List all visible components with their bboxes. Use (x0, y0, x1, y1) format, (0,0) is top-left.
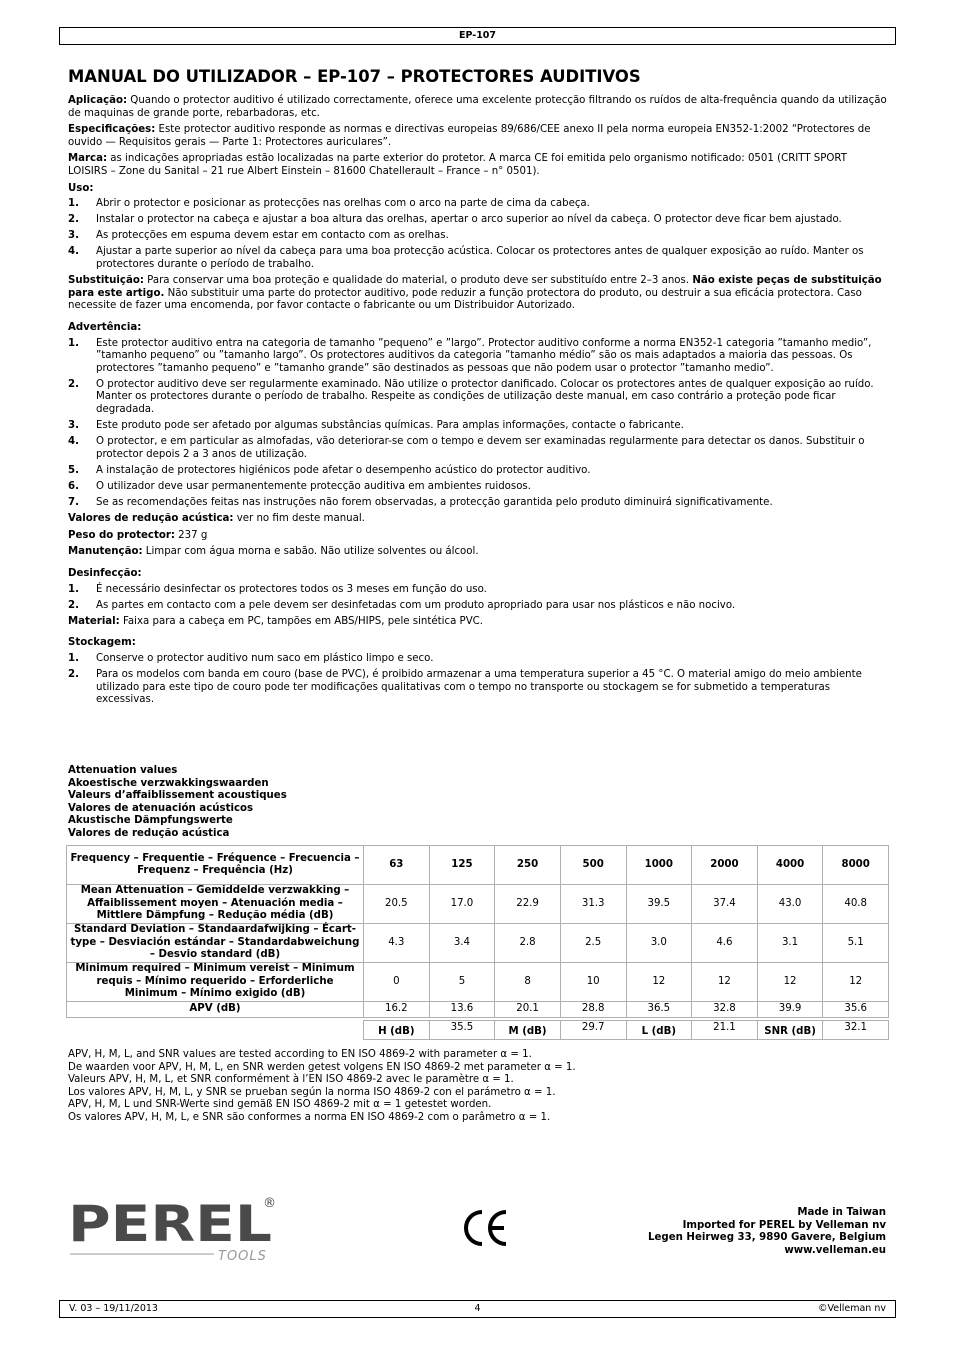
manual-content (68, 66, 888, 710)
item-number: 3. (68, 230, 79, 242)
manutencao-label: Manutenção: (68, 546, 143, 558)
item-text: A instalação de protectores higiénicos pode afetar o desempenho acústico do protector auditivo. (96, 464, 591, 476)
value-cell: 10 (560, 963, 626, 1002)
summary-label: H (dB) (364, 1021, 430, 1040)
note-line: Os valores APV, H, M, L, e SNR são conformes a norma EN ISO 4869-2 com o parâmetro α = 1. (68, 1111, 551, 1123)
item-text: Conserve o protector auditivo num saco em plástico limpo e seco. (96, 652, 434, 664)
perel-logo-graphic (68, 1193, 280, 1265)
logo-tools: TOOLS (218, 1249, 267, 1264)
value-cell: 20.1 (495, 1002, 561, 1018)
valores-label: Valores de redução acústica: (68, 513, 234, 525)
list-item (68, 198, 888, 211)
stockagem-heading: Stockagem: (68, 637, 136, 649)
value-cell: 39.9 (757, 1002, 823, 1018)
value-cell: 13.6 (429, 1002, 495, 1018)
test-notes (68, 1049, 576, 1125)
header-model: EP-107 (59, 27, 896, 45)
uso-heading: Uso: (68, 182, 94, 194)
value-cell: 35.6 (823, 1002, 889, 1018)
item-text: Se as recomendações feitas nas instruções não forem observadas, a protecção garantida pelo produto diminuirá significativamente. (96, 497, 773, 509)
note-line: De waarden voor APV, H, M, L, en SNR werden getest volgens EN ISO 4869-2 met parameter α = 1. (68, 1061, 576, 1073)
footer-page-number: 4 (474, 1303, 481, 1314)
peso-label: Peso do protector: (68, 529, 175, 541)
attenuation-title: Valeurs d’affaiblissement acoustiques (68, 790, 287, 802)
table-row (364, 1021, 889, 1040)
material-label: Material: (68, 615, 120, 627)
item-text: Este protector auditivo entra na categoria de tamanho ”pequeno” e ”largo”. Protector auditivo conforme a norma EN352-1 categoria ”tamanho medio”, ”tamanho pequeno” ou ”tamanho largo”. Os protectores auditivos da categoria ”tamanho médio” são os mais adaptados a maioria das pessoas. Os protectores ”tamanho pequeno” e ”tamanho grande” são destinados as pessoas que não podem usar o protector ”tamanho medio”. (96, 337, 872, 374)
list-item (68, 420, 888, 433)
valores-paragraph (68, 513, 888, 526)
list-item (68, 338, 888, 376)
ce-mark-icon (462, 1208, 510, 1248)
value-cell: 3.1 (757, 924, 823, 963)
item-number: 5. (68, 464, 79, 476)
table-row (67, 924, 889, 963)
importer-info (648, 1207, 886, 1257)
item-number: 2. (68, 378, 79, 390)
table-row (67, 885, 889, 924)
list-item (68, 246, 888, 271)
summary-label: M (dB) (495, 1021, 561, 1040)
note-line: APV, H, M, L und SNR-Werte sind gemäß EN ISO 4869-2 mit α = 1 getestet worden. (68, 1099, 492, 1111)
freq-cell: 1000 (626, 846, 692, 885)
value-cell: 20.5 (364, 885, 430, 924)
freq-cell: 8000 (823, 846, 889, 885)
item-text: Para os modelos com banda em couro (base de PVC), é proibido armazenar a uma temperatura superior a 45 °C. O material amigo do meio ambiente utilizado para este tipo de couro pode ter modificações qualitativas com o tempo no transporte ou stockagem se for submetido a temperaturas excessivas. (96, 668, 862, 706)
note-line: Los valores APV, H, M, L, y SNR se prueban según la norma ISO 4869-2 con el parámetro α = 1. (68, 1086, 556, 1098)
item-number: 1. (68, 652, 79, 664)
substituicao-text2: Não substituir uma parte do protector auditivo, pode reduzir a função protectora do produto, ou destruir a sua eficácia protectora. Caso necessite de fazer uma encomenda, por favor contacte o fabricante ou um Distribuidor Autorizado. (68, 287, 862, 312)
summary-value: 29.7 (560, 1021, 626, 1040)
valores-text: ver no fim deste manual. (233, 513, 365, 525)
importer-website: www.velleman.eu (784, 1244, 886, 1256)
item-number: 6. (68, 480, 79, 492)
item-number: 3. (68, 420, 79, 432)
perel-logo (68, 1193, 280, 1265)
item-number: 7. (68, 497, 79, 509)
list-item (68, 669, 888, 707)
list-item (68, 584, 888, 597)
substituicao-bold: Não existe peças de substituição para este artigo. (68, 275, 882, 299)
summary-value: 21.1 (692, 1021, 758, 1040)
list-item (68, 465, 888, 478)
item-number: 2. (68, 214, 79, 226)
value-cell: 28.8 (560, 1002, 626, 1018)
value-cell: 22.9 (495, 885, 561, 924)
especificacoes-text: Este protector auditivo responde as normas e directivas europeias 89/686/CEE anexo II pela norma europeia EN352-1:2002 “Protectores de ouvido — Requisitos gerais — Parte 1: Protectores auriculares”. (68, 124, 871, 148)
list-item (68, 230, 888, 243)
especificacoes-label: Especificações: (68, 124, 156, 136)
substituicao-paragraph (68, 275, 888, 313)
attenuation-title: Akoestische verzwakkingswaarden (68, 777, 269, 789)
freq-cell: 2000 (692, 846, 758, 885)
value-cell: 37.4 (692, 885, 758, 924)
row-label-cell: Minimum required – Minimum vereist – Minimum requis – Mínimo requerido – Erforderliche Minimum – Mínimo exigido (dB) (67, 963, 364, 1002)
row-label-cell: Standard Deviation – Standaardafwijking – Écart-type – Desviación estándar – Standardabweichung – Desvio standard (dB) (67, 924, 364, 963)
value-cell: 40.8 (823, 885, 889, 924)
footer (59, 1300, 896, 1318)
especificacoes-paragraph (68, 124, 888, 149)
value-cell: 12 (692, 963, 758, 1002)
value-cell: 31.3 (560, 885, 626, 924)
imported-for: Imported for PEREL by Velleman nv (682, 1219, 886, 1231)
table-row (67, 1002, 889, 1018)
list-item (68, 214, 888, 227)
summary-label: L (dB) (626, 1021, 692, 1040)
importer-address: Legen Heirweg 33, 9890 Gavere, Belgium (648, 1232, 886, 1244)
footer-copyright: ©Velleman nv (818, 1303, 886, 1314)
substituicao-label: Substituição: (68, 275, 144, 287)
peso-text: 237 g (174, 529, 208, 541)
freq-cell: 4000 (757, 846, 823, 885)
aplicacao-paragraph (68, 95, 888, 120)
item-text: Este produto pode ser afetado por algumas substâncias químicas. Para amplas informações, contacte o fabricante. (96, 420, 684, 432)
attenuation-title: Attenuation values (68, 765, 178, 776)
value-cell: 43.0 (757, 885, 823, 924)
manutencao-paragraph (68, 546, 888, 559)
value-cell: 5 (429, 963, 495, 1002)
footer-version: V. 03 – 19/11/2013 (69, 1303, 158, 1314)
note-line: APV, H, M, L, and SNR values are tested according to EN ISO 4869-2 with parameter α = 1. (68, 1049, 532, 1060)
item-number: 2. (68, 599, 79, 611)
material-paragraph (68, 616, 888, 629)
value-cell: 12 (757, 963, 823, 1002)
item-number: 1. (68, 337, 79, 349)
stockagem-list (68, 653, 888, 707)
summary-label: SNR (dB) (757, 1021, 823, 1040)
item-text: Ajustar a parte superior ao nível da cabeça para uma boa protecção acústica. Colocar os protectores antes de qualquer exposição ao ruído. Manter os protectores durante o período de trabalho. (96, 246, 864, 271)
manutencao-text: Limpar com água morna e sabão. Não utilize solventes ou álcool. (142, 546, 479, 558)
value-cell: 32.8 (692, 1002, 758, 1018)
uso-list (68, 198, 888, 271)
item-text: O utilizador deve usar permanentemente protecção auditiva em ambientes ruidosos. (96, 480, 531, 492)
item-number: 4. (68, 436, 79, 448)
item-number: 4. (68, 246, 79, 258)
list-item (68, 379, 888, 417)
item-number: 1. (68, 583, 79, 595)
item-text: As protecções em espuma devem estar em contacto com as orelhas. (96, 230, 449, 242)
summary-table (363, 1020, 889, 1040)
item-number: 2. (68, 668, 79, 680)
row-label-cell: APV (dB) (67, 1002, 364, 1018)
freq-cell: 63 (364, 846, 430, 885)
item-number: 1. (68, 198, 79, 210)
marca-text: as indicações apropriadas estão localizadas na parte exterior do protetor. A marca CE foi emitida pelo organismo notificado: 0501 (CRITT SPORT LOISIRS – Zone du Sanital – 21 rue Albert Einstein – 81600 Chatellerault – France – n° 0501). (68, 153, 847, 177)
value-cell: 12 (823, 963, 889, 1002)
freq-cell: 500 (560, 846, 626, 885)
attenuation-title: Akustische Dämpfungswerte (68, 815, 233, 827)
table-row (67, 846, 889, 885)
item-text: Instalar o protector na cabeça e ajustar a boa altura das orelhas, apertar o arco superior ao nível da cabeça. O protector deve ficar bem ajustado. (96, 214, 842, 226)
attenuation-table (66, 845, 889, 1018)
marca-paragraph (68, 153, 888, 178)
advertencia-list (68, 338, 888, 510)
marca-label: Marca: (68, 153, 108, 165)
item-text: Abrir o protector e posicionar as protecções nas orelhas com o arco na parte de cima da cabeça. (96, 198, 590, 210)
item-text: As partes em contacto com a pele devem ser desinfetadas com um produto apropriado para usar nos plásticos e não nocivo. (96, 599, 736, 611)
list-item (68, 436, 888, 461)
value-cell: 16.2 (364, 1002, 430, 1018)
value-cell: 0 (364, 963, 430, 1002)
value-cell: 2.5 (560, 924, 626, 963)
value-cell: 36.5 (626, 1002, 692, 1018)
page-title: MANUAL DO UTILIZADOR – EP-107 – PROTECTORES AUDITIVOS (68, 67, 641, 86)
value-cell: 4.6 (692, 924, 758, 963)
attenuation-title: Valores de redução acústica (68, 827, 230, 839)
desinfeccao-list (68, 584, 888, 613)
peso-paragraph (68, 530, 888, 543)
value-cell: 2.8 (495, 924, 561, 963)
value-cell: 12 (626, 963, 692, 1002)
aplicacao-label: Aplicação: (68, 95, 128, 106)
freq-cell: 125 (429, 846, 495, 885)
value-cell: 5.1 (823, 924, 889, 963)
attenuation-title: Valores de atenuación acústicos (68, 802, 254, 814)
aplicacao-text: Quando o protector auditivo é utilizado correctamente, oferece uma excelente protecção filtrando os ruídos de alta-frequência quando da utilização de maquinas de grande porte, rebarbadoras, etc. (68, 95, 887, 119)
material-text: Faixa para a cabeça em PC, tampões em ABS/HIPS, pele sintética PVC. (119, 615, 484, 627)
summary-value: 32.1 (823, 1021, 889, 1040)
list-item (68, 481, 888, 494)
attenuation-titles (68, 765, 287, 841)
ce-mark-graphic (462, 1208, 510, 1248)
table-row (67, 963, 889, 1002)
value-cell: 17.0 (429, 885, 495, 924)
substituicao-text1: Para conservar uma boa proteção e qualidade do material, o produto deve ser substituído entre 2–3 anos. (143, 275, 693, 287)
note-line: Valeurs APV, H, M, L, et SNR conformément à l’EN ISO 4869-2 avec le paramètre α = 1. (68, 1074, 514, 1086)
value-cell: 8 (495, 963, 561, 1002)
freq-label-cell: Frequency – Frequentie – Fréquence – Frecuencia – Frequenz – Frequência (Hz) (67, 846, 364, 885)
desinfeccao-heading: Desinfecção: (68, 567, 142, 579)
list-item (68, 653, 888, 666)
value-cell: 3.4 (429, 924, 495, 963)
item-text: O protector, e em particular as almofadas, vão deteriorar-se com o tempo e devem ser examinadas regularmente para detectar os danos. Substituir o protector depois 2 a 3 anos de utilização. (96, 436, 865, 460)
list-item (68, 497, 888, 510)
item-text: É necessário desinfectar os protectores todos os 3 meses em função do uso. (96, 583, 487, 595)
value-cell: 4.3 (364, 924, 430, 963)
advertencia-heading: Advertência: (68, 321, 142, 333)
logo-registered: ® (263, 1196, 276, 1211)
freq-cell: 250 (495, 846, 561, 885)
item-text: O protector auditivo deve ser regularmente examinado. Não utilize o protector danificado. Colocar os protectores antes de qualquer exposição ao ruído. Manter os protectores durante o período de trabalho. Respeite as condições de utilização deste manual, em caso contrário a proteção pode ficar degradada. (96, 378, 874, 415)
value-cell: 3.0 (626, 924, 692, 963)
made-in: Made in Taiwan (797, 1207, 886, 1218)
value-cell: 39.5 (626, 885, 692, 924)
logo-brand: PEREL (68, 1195, 272, 1253)
row-label-cell: Mean Attenuation – Gemiddelde verzwakking – Affaiblissement moyen – Atenuación media – Mittlere Dämpfung – Redução média (dB) (67, 885, 364, 924)
list-item (68, 600, 888, 613)
summary-value: 35.5 (429, 1021, 495, 1040)
